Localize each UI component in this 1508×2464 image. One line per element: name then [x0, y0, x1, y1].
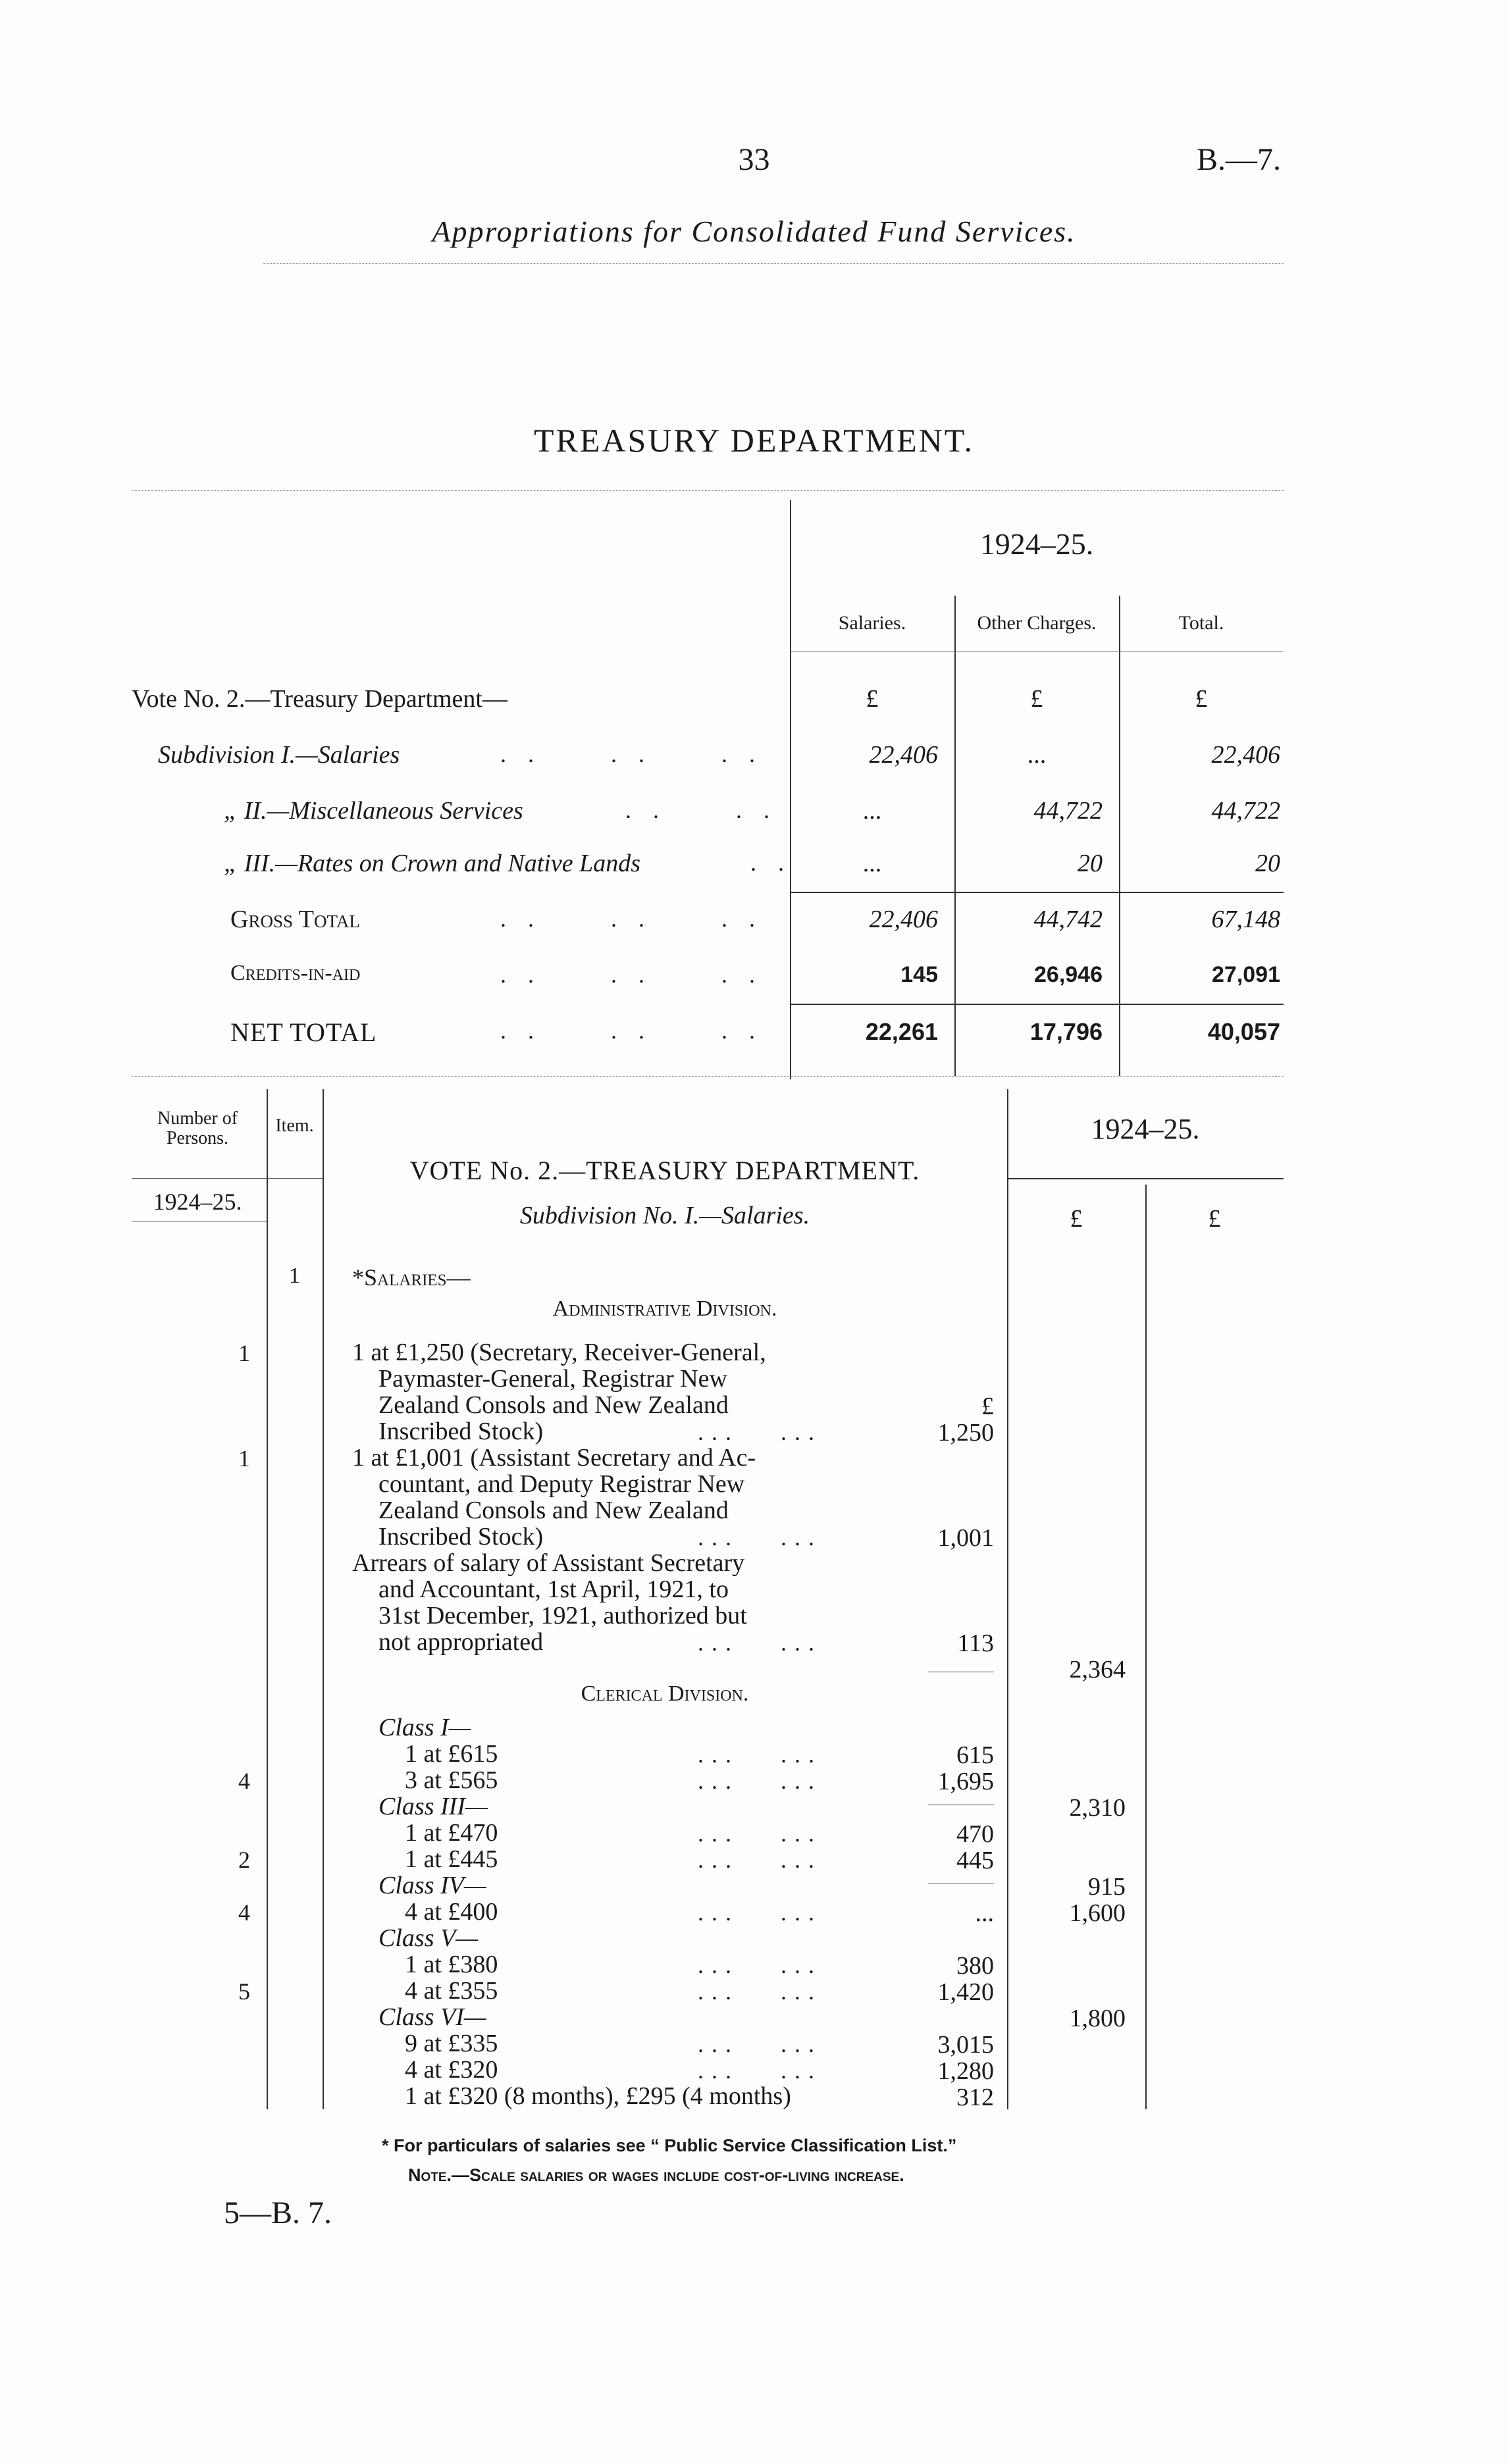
class-entry-amount: 3,015 [937, 2031, 994, 2059]
leader-dots: . . [750, 850, 792, 876]
class-entry: 1 at £470 [405, 1819, 498, 1847]
class-entry-amount: ... [975, 1899, 994, 1927]
leader-dots: ... ... [698, 1741, 822, 1768]
leader-dots: ... ... [698, 1768, 822, 1794]
entry-line: Inscribed Stock) [378, 1418, 544, 1445]
net-rule [790, 1004, 1284, 1005]
credits-total: 27,091 [1212, 962, 1280, 987]
credits-in-aid-label: Credits-in-aid [230, 961, 361, 985]
class-entry-amount: 1,280 [937, 2057, 994, 2085]
summary-row-label: „ III.—Rates on Crown and Native Lands [224, 850, 640, 877]
class-total: 1,600 [1069, 1899, 1126, 1927]
footnote-note: Note.—Scale salaries or wages include cost-of-living increase. [408, 2165, 904, 2185]
class-entry-amount: 1,420 [937, 1978, 994, 2006]
class-heading: Class VI— [378, 2003, 486, 2031]
entry-line: Arrears of salary of Assistant Secretary [352, 1549, 745, 1577]
leader-dots: ... ... [698, 2057, 822, 2084]
leader-dots: . . . . . . [500, 741, 763, 767]
footnote-classification: * For particulars of salaries see “ Public Service Classification List.” [382, 2136, 957, 2155]
leader-dots: ... ... [698, 1978, 822, 2005]
leader-dots: . . . . . . [500, 906, 763, 932]
persons-count: 4 [238, 1899, 250, 1926]
class-entry: 4 at £400 [405, 1898, 498, 1926]
clerical-division: Clerical Division. [581, 1681, 749, 1706]
class-entry-amount: 380 [956, 1952, 994, 1980]
persons-divider [267, 1089, 268, 2109]
class-entry: 9 at £335 [405, 2030, 498, 2057]
department-heading: TREASURY DEPARTMENT. [533, 422, 975, 459]
persons-header-rule [132, 1178, 267, 1179]
summary-divider [790, 500, 791, 1079]
net-total: 40,057 [1207, 1018, 1280, 1045]
class-entry: 3 at £565 [405, 1766, 498, 1794]
gross-total: 67,148 [1211, 906, 1280, 933]
entry-line: and Accountant, 1st April, 1921, to [378, 1576, 729, 1603]
pound-sign: £ [1208, 1205, 1221, 1233]
row-total: 20 [1255, 850, 1280, 877]
class-entry: 4 at £355 [405, 1977, 498, 2005]
detail-subdivision: Subdivision No. I.—Salaries. [519, 1202, 810, 1229]
persons-count: 5 [238, 1978, 250, 2005]
class-total: 1,800 [1069, 2005, 1126, 2032]
pound-sign: £ [866, 685, 879, 713]
class-heading: Class III— [378, 1793, 488, 1820]
entry-line: Inscribed Stock) [378, 1523, 544, 1551]
pound-sign: £ [1070, 1205, 1083, 1233]
col-other-charges: Other Charges. [977, 612, 1097, 634]
class-heading: Class IV— [378, 1872, 486, 1899]
salaries-head: *Salaries— [352, 1264, 471, 1291]
entry-line: 31st December, 1921, authorized but [378, 1602, 747, 1630]
administrative-division: Administrative Division. [552, 1296, 777, 1321]
credits-other: 26,946 [1034, 962, 1103, 987]
row-total: 22,406 [1211, 741, 1280, 769]
class-entry-amount: 445 [956, 1847, 994, 1874]
amount-divider [1007, 1089, 1008, 2109]
class-entry-amount: 1,695 [937, 1768, 994, 1795]
class-total: 915 [1088, 1873, 1126, 1901]
class-total: 2,310 [1069, 1794, 1126, 1822]
entry-line: countant, and Deputy Registrar New [378, 1470, 745, 1498]
leader-dots: . . . . . . [500, 1017, 763, 1044]
net-other: 17,796 [1029, 1018, 1103, 1045]
col-number-of-persons: Number of Persons. [157, 1108, 238, 1148]
row-other: 44,722 [1033, 797, 1103, 825]
entry-line: 1 at £1,001 (Assistant Secretary and Ac- [352, 1444, 756, 1472]
gross-salaries: 22,406 [869, 906, 938, 933]
total-divider [1145, 1185, 1147, 2109]
item-divider [323, 1089, 324, 2109]
row-salaries: ... [862, 850, 882, 877]
class-entry-amount: 312 [956, 2084, 994, 2111]
summary-bottom-rule [132, 1076, 1284, 1077]
summary-row-label: Subdivision I.—Salaries [158, 741, 400, 769]
class-entry: 1 at £380 [405, 1951, 498, 1978]
class-entry: 1 at £320 (8 months), £295 (4 months) [405, 2082, 791, 2110]
class-entry: 4 at £320 [405, 2056, 498, 2084]
persons-count: 1 [238, 1445, 250, 1472]
row-other: ... [1027, 741, 1047, 769]
row-other: 20 [1078, 850, 1103, 877]
item-number: 1 [289, 1264, 300, 1288]
leader-dots: ... ... [698, 1524, 822, 1551]
gross-rule [790, 892, 1284, 893]
detail-year: 1924–25. [1091, 1113, 1200, 1145]
leader-dots: ... ... [698, 1820, 822, 1847]
pound-sign: £ [1195, 685, 1208, 713]
entry-line: Paymaster-General, Registrar New [378, 1365, 727, 1393]
detail-vote-title: VOTE No. 2.—TREASURY DEPARTMENT. [409, 1156, 920, 1185]
summary-top-rule [132, 490, 1284, 491]
entry-amount: 1,001 [937, 1524, 994, 1552]
class-heading: Class I— [378, 1714, 471, 1741]
leader-dots: ... ... [698, 1952, 822, 1978]
class-entry-amount: 470 [956, 1820, 994, 1848]
net-total-label: NET TOTAL [230, 1017, 377, 1047]
gross-total-label: Gross Total [230, 906, 360, 933]
gross-other: 44,742 [1033, 906, 1103, 933]
entry-line: not appropriated [378, 1628, 544, 1656]
credits-salaries: 145 [900, 962, 938, 987]
leader-dots: . . . . [625, 797, 777, 823]
document-reference: B.—7. [1196, 142, 1281, 177]
detail-year-rule [1007, 1178, 1284, 1179]
persons-count: 4 [238, 1768, 250, 1794]
row-salaries: ... [862, 797, 882, 825]
page-number: 33 [738, 142, 770, 177]
class-heading: Class V— [378, 1924, 478, 1952]
leader-dots: ... ... [698, 1630, 822, 1656]
leader-dots: . . . . . . [500, 962, 763, 988]
entry-amount: 1,250 [937, 1419, 994, 1447]
entry-line: Zealand Consols and New Zealand [378, 1497, 729, 1524]
persons-count: 1 [238, 1340, 250, 1366]
pound-sign: £ [1030, 685, 1043, 713]
summary-row-label: „ II.—Miscellaneous Services [224, 797, 523, 825]
item-header-rule [267, 1178, 323, 1179]
row-total: 44,722 [1211, 797, 1280, 825]
leader-dots: ... ... [698, 2031, 822, 2057]
subtitle-rule [263, 263, 1284, 264]
class-entry: 1 at £615 [405, 1740, 498, 1768]
class-entry: 1 at £445 [405, 1845, 498, 1873]
admin-total: 2,364 [1069, 1656, 1126, 1683]
net-salaries: 22,261 [865, 1018, 938, 1045]
entry-line: 1 at £1,250 (Secretary, Receiver-General, [352, 1339, 766, 1366]
signature-reference: 5—B. 7. [224, 2195, 332, 2230]
summary-vote-title: Vote No. 2.—Treasury Department— [132, 685, 507, 713]
col-total: Total. [1178, 612, 1224, 634]
persons-count: 2 [238, 1847, 250, 1873]
persons-year: 1924–25. [153, 1189, 242, 1215]
leader-dots: ... ... [698, 1899, 822, 1926]
row-salaries: 22,406 [869, 741, 938, 769]
leader-dots: ... ... [698, 1847, 822, 1873]
entry-line: Zealand Consols and New Zealand [378, 1391, 729, 1419]
col-item: Item. [275, 1116, 314, 1136]
leader-dots: ... ... [698, 1419, 822, 1445]
col-salaries: Salaries. [838, 612, 906, 634]
pound-sign: £ [981, 1393, 994, 1420]
class-entry-amount: 615 [956, 1741, 994, 1769]
page-subtitle: Appropriations for Consolidated Fund Services. [432, 215, 1076, 248]
summary-year: 1924–25. [979, 527, 1094, 561]
entry-amount: 113 [957, 1630, 994, 1657]
